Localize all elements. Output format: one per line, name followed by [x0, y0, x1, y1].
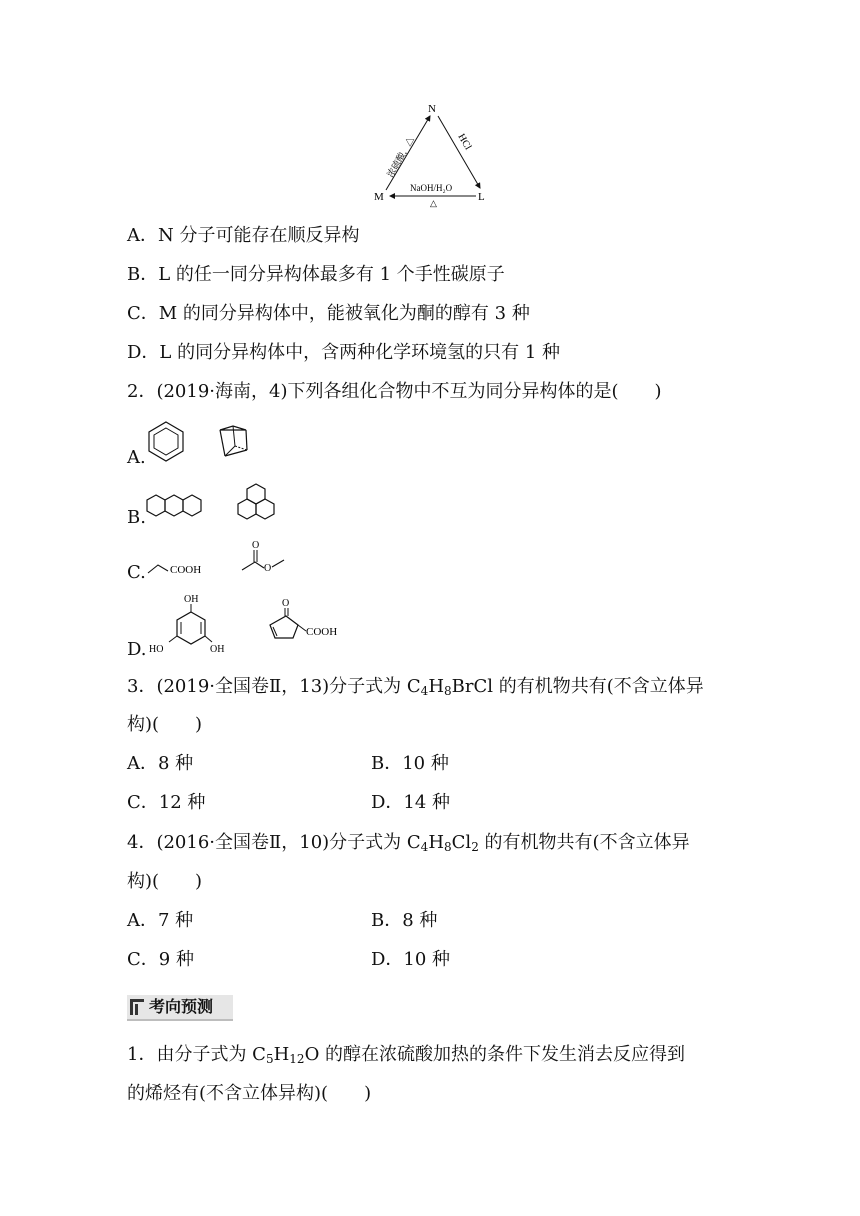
label-hcl: HCl	[455, 132, 474, 152]
arrow-n-to-l	[438, 116, 480, 188]
q1-option-a: A．N 分子可能存在顺反异构	[127, 225, 360, 246]
methyl-acetate-structure	[238, 538, 288, 578]
label-conc-h2so4: 浓硫酸，△	[385, 135, 417, 179]
prismane-structure	[217, 424, 251, 460]
propanoic-acid-structure	[146, 555, 216, 577]
p1-stem-line2: 的烯烃有(不含立体异构)( )	[127, 1083, 372, 1104]
q3-option-a: A．8 种	[127, 753, 194, 774]
q3-option-d: D．14 种	[371, 792, 451, 813]
cooh-label-d: COOH	[306, 626, 338, 638]
cyclopentenone-acid-structure	[262, 596, 352, 642]
q4-option-b: B．8 种	[371, 910, 438, 931]
node-l: L	[478, 191, 485, 203]
anthracene-skeleton	[146, 490, 208, 522]
q4-option-d: D．10 种	[371, 949, 451, 970]
q4-stem: 4．(2016·全国卷Ⅱ，10)分子式为 $C_4H_8Cl_2$ 的有机物共有(不含立体异	[127, 832, 690, 854]
carbonyl-o-label: O	[252, 540, 260, 551]
node-n: N	[428, 103, 436, 115]
q2-label-d: D.	[127, 639, 147, 660]
node-m: M	[374, 191, 384, 203]
ho-left-label: HO	[149, 644, 164, 655]
section-header	[127, 995, 233, 1021]
q4-option-a: A．7 种	[127, 910, 194, 931]
benzene-structure	[146, 420, 186, 462]
oh-right-label: OH	[210, 644, 225, 655]
q2-label-b: B.	[127, 507, 146, 528]
q2-label-c: C.	[127, 562, 146, 583]
section-marker-icon	[130, 999, 144, 1015]
ketone-o-label: O	[282, 598, 290, 609]
p1-stem: 1．由分子式为 $C_5H_{12}O$ 的醇在浓硫酸加热的条件下发生消去反应得到	[127, 1044, 686, 1066]
q3-stem: 3．(2019·全国卷Ⅱ，13)分子式为 $C_4H_8BrCl$ 的有机物共有(不含立体异	[127, 676, 704, 698]
ester-o-label: O	[264, 563, 272, 574]
cooh-label-c: COOH	[170, 564, 202, 576]
label-heat: △	[430, 198, 437, 208]
q1-option-b: B．L 的任一同分异构体最多有 1 个手性碳原子	[127, 264, 505, 285]
phloroglucinol-structure	[146, 590, 236, 656]
section-title: 考向预测	[149, 997, 214, 1016]
oh-top-label: OH	[184, 594, 199, 605]
q4-stem-line2: 构)( )	[127, 871, 203, 892]
reaction-triangle-diagram	[370, 98, 500, 208]
phenalene-skeleton	[234, 482, 278, 524]
q1-option-d: D．L 的同分异构体中，含两种化学环境氢的只有 1 种	[127, 342, 560, 363]
q2-stem: 2．(2019·海南，4)下列各组化合物中不互为同分异构体的是( )	[127, 381, 662, 402]
q3-option-b: B．10 种	[371, 753, 449, 774]
q1-option-c: C．M 的同分异构体中，能被氧化为酮的醇有 3 种	[127, 303, 530, 324]
q3-stem-line2: 构)( )	[127, 714, 203, 735]
q4-option-c: C．9 种	[127, 949, 194, 970]
label-naoh: NaOH/H₂O	[410, 183, 453, 193]
q2-label-a: A.	[127, 447, 146, 468]
q3-option-c: C．12 种	[127, 792, 206, 813]
